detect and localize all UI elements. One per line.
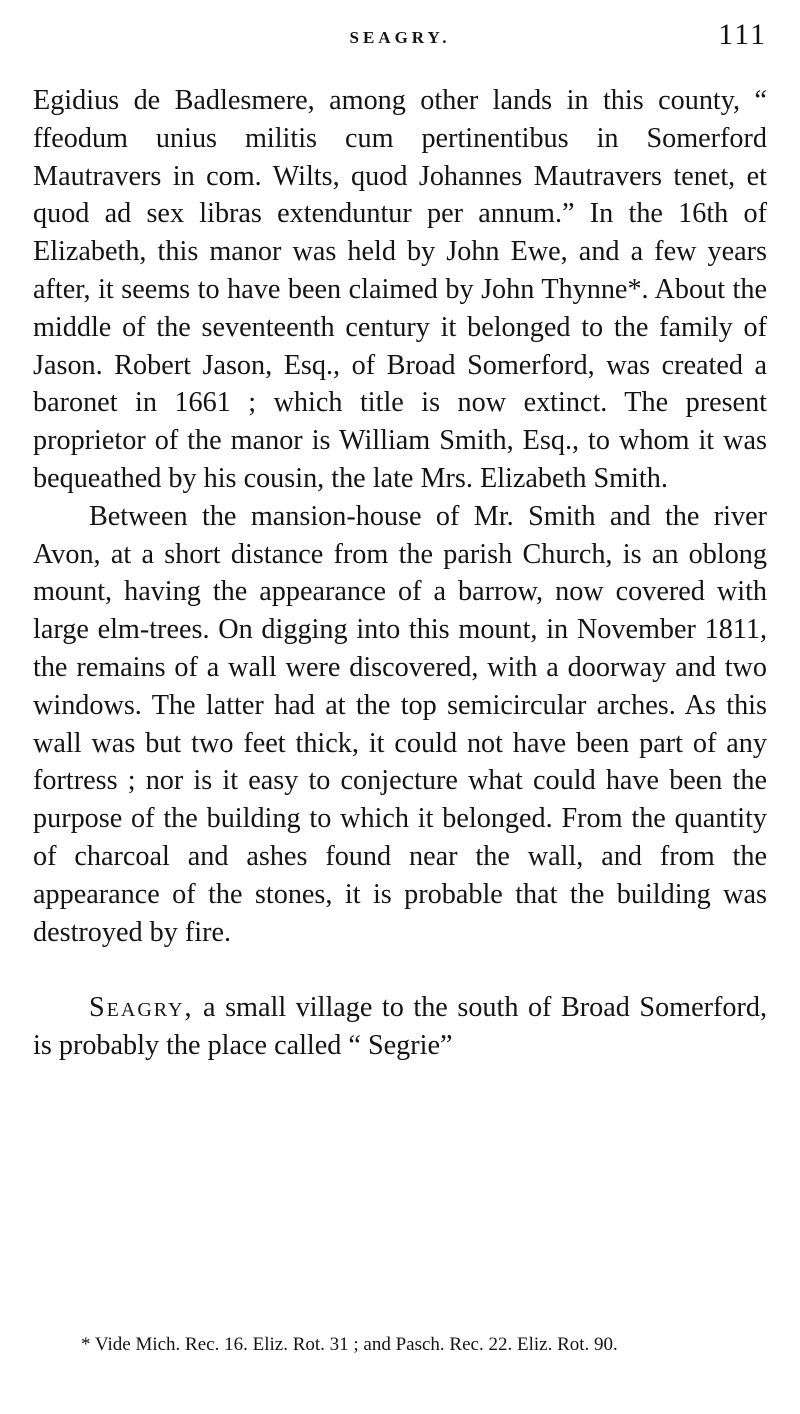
paragraph-3 bbox=[33, 989, 767, 1065]
footnote bbox=[33, 1328, 767, 1361]
running-title: SEAGRY. bbox=[349, 28, 451, 47]
footnote-text: * Vide Mich. Rec. 16. Eliz. Rot. 31 ; and Pasch. Rec. 22. Eliz. Rot. 90. bbox=[81, 1334, 618, 1355]
body-text bbox=[33, 82, 767, 1065]
paragraph-1: Egidius de Badlesmere, among other lands in this county, “ ffeodum unius militis cum pertinentibus in Somerford Mautravers in com. Wilts, quod Johannes Mautravers tenet, et quod ad sex libras extenduntur per annum.” In the 16th of Elizabeth, this manor was held by John Ewe, and a few years after, it seems to have been claimed by John Thynne*. About the middle of the seventeenth century it belonged to the family of Jason. Robert Jason, Esq., of Broad Somerford, was created a baronet in 1661 ; which title is now extinct. The present proprietor of the manor is William Smith, Esq., to whom it was bequeathed by his cousin, the late Mrs. Elizabeth Smith. bbox=[33, 85, 767, 494]
seagry-heading: Seagry, bbox=[89, 992, 194, 1024]
paragraph-2: Between the mansion-house of Mr. Smith and the river Avon, at a short distance from the parish Church, is an oblong mount, having the appearance of a barrow, now covered with large elm-trees. On digging into this mount, in November 1811, the remains of a wall were discovered, with a doorway and two windows. The latter had at the top semicircular arches. As this wall was but two feet thick, it could not have been part of any fortress ; nor is it easy to conjecture what could have been the purpose of the building to which it belonged. From the quantity of charcoal and ashes found near the wall, and from the appearance of the stones, it is probable that the building was destroyed by fire. bbox=[33, 500, 767, 948]
running-head bbox=[33, 18, 767, 58]
page-number: 111 bbox=[718, 18, 767, 51]
paragraph-3-text: a small village to the south of Broad Somerford, is probably the place called “ Segrie” bbox=[33, 992, 767, 1062]
